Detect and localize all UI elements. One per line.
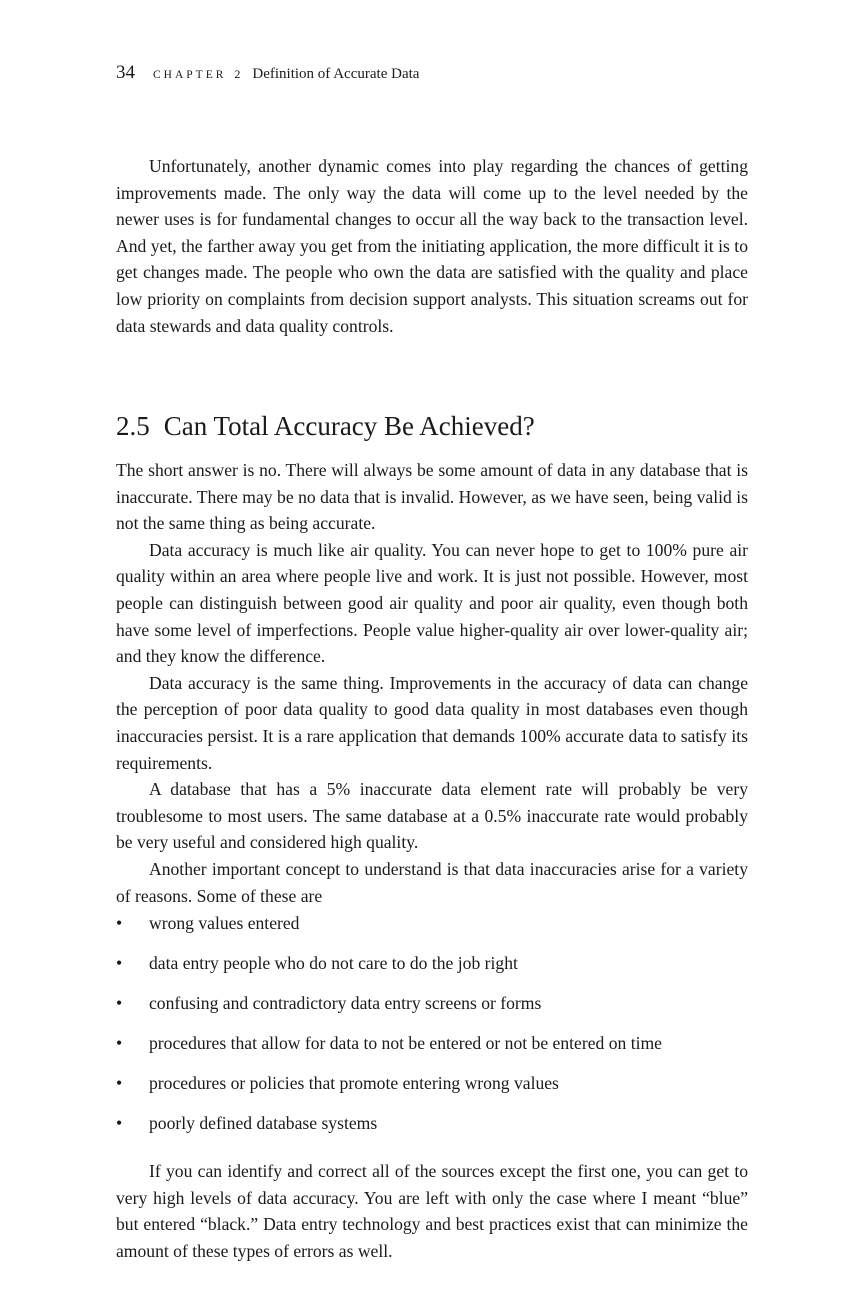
list-item-text: procedures that allow for data to not be entered or not be entered on time <box>149 1033 662 1053</box>
list-item <box>116 910 756 950</box>
chapter-label: CHAPTER <box>153 69 227 81</box>
page-number: 34 <box>116 62 135 83</box>
list-item-text: poorly defined database systems <box>149 1113 378 1133</box>
paragraph: Another important concept to understand is that data inaccuracies arise for a variety of reasons. Some of these are <box>116 858 748 906</box>
list-item <box>116 990 756 1030</box>
bullet-icon: • <box>116 953 123 973</box>
bullet-icon: • <box>116 913 123 933</box>
section-heading <box>116 409 535 443</box>
list-item-text: confusing and contradictory data entry screens or forms <box>149 993 542 1013</box>
section-number: 2.5 <box>116 411 150 441</box>
running-head <box>116 62 419 86</box>
bullet-icon: • <box>116 1113 123 1133</box>
bullet-icon: • <box>116 993 123 1013</box>
list-item <box>116 1030 756 1070</box>
intro-text-block <box>116 153 748 339</box>
paragraph: If you can identify and correct all of the sources except the first one, you can get to very high levels of data accuracy. You are left with only the case where I meant “blue” but entered “black.” Data entry technology and best practices exist that can minimize the amount of these types of errors as well. <box>116 1161 748 1261</box>
list-item-text: wrong values entered <box>149 913 300 933</box>
paragraph: Data accuracy is much like air quality. You can never hope to get to 100% pure air quality within an area where people live and work. It is just not possible. However, most people can distinguish between good air quality and poor air quality, even though both have some level of imperfections. People value higher-quality air over lower-quality air; and they know the difference. <box>116 539 748 667</box>
list-item-text: procedures or policies that promote entering wrong values <box>149 1073 559 1093</box>
paragraph: Data accuracy is the same thing. Improvements in the accuracy of data can change the perception of poor data quality to good data quality in most databases even though inaccuracies persist. It is a rare application that demands 100% accurate data to satisfy its requirements. <box>116 672 748 773</box>
section-text-block <box>116 457 748 909</box>
bullet-icon: • <box>116 1033 123 1053</box>
chapter-title: Definition of Accurate Data <box>252 66 420 82</box>
paragraph: The short answer is no. There will always be some amount of data in any database that is inaccurate. There may be no data that is invalid. However, as we have seen, being valid is not the same thing as being accurate. <box>116 460 748 534</box>
list-item <box>116 1070 756 1110</box>
paragraph: A database that has a 5% inaccurate data element rate will probably be very troublesome to most users. The same database at a 0.5% inaccurate rate would probably be very useful and considered high quality. <box>116 779 748 853</box>
closing-text-block <box>116 1158 748 1264</box>
bullet-list <box>116 910 756 1150</box>
list-item-text: data entry people who do not care to do the job right <box>149 953 518 973</box>
list-item <box>116 950 756 990</box>
paragraph: Unfortunately, another dynamic comes into play regarding the chances of getting improvements made. The only way the data will come up to the level needed by the newer uses is for fundamental changes to occur all the way back to the transaction level. And yet, the farther away you get from the initiating application, the more difficult it is to get changes made. The people who own the data are satisfied with the quality and place low priority on complaints from decision support analysts. This situation screams out for data stewards and data quality controls. <box>116 156 748 336</box>
section-title: Can Total Accuracy Be Achieved? <box>163 411 535 441</box>
list-item <box>116 1110 756 1150</box>
bullet-icon: • <box>116 1073 123 1093</box>
chapter-number: 2 <box>234 67 241 81</box>
